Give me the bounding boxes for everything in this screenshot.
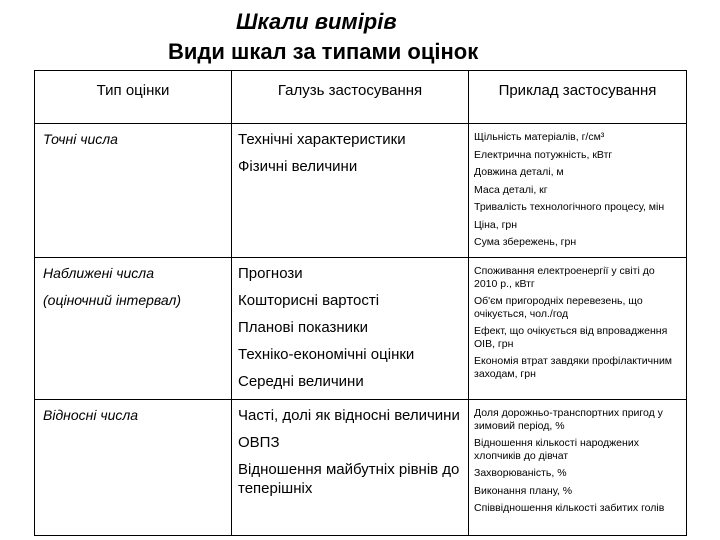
- table-row: [35, 258, 687, 400]
- example-text: Ціна, грн: [474, 218, 518, 231]
- area-text: Часті, долі як відносні величини: [238, 407, 460, 424]
- page-title: Шкали вимірів: [236, 9, 397, 34]
- header-type: Тип оцінки: [35, 71, 232, 124]
- header-area: Галузь застосування: [232, 71, 469, 124]
- cell-type: [35, 400, 232, 536]
- example-text: Тривалість технологічного процесу, мін: [474, 201, 665, 213]
- header-example: Приклад застосування: [469, 71, 687, 124]
- area-text: Відношення майбутніх рівнів до теперішніх: [238, 461, 460, 497]
- area-text: Фізичні величини: [238, 158, 358, 175]
- table-row: [35, 124, 687, 258]
- example-text: Відношення кількості народжених хлопчиків до дівчат: [474, 437, 639, 462]
- example-text: Ефект, що очікується від впровадження ОІВ, грн: [474, 325, 668, 350]
- cell-type: [35, 258, 232, 400]
- type-text: Наближені числа: [43, 265, 154, 281]
- example-text: Сума збережень, грн: [474, 236, 577, 248]
- area-text: ОВПЗ: [238, 434, 280, 451]
- table-row: [35, 400, 687, 536]
- example-text: Довжина деталі, м: [474, 166, 564, 178]
- example-text: Захворюваність, %: [474, 467, 567, 479]
- table-header-row: [35, 71, 687, 124]
- cell-area: [232, 124, 469, 258]
- example-text: Щільність матеріалів, г/см³: [474, 131, 605, 143]
- cell-example: [469, 124, 687, 258]
- area-text: Середні величини: [238, 373, 364, 390]
- area-text: Прогнози: [238, 265, 303, 282]
- example-text: Доля дорожньо-транспортних пригод у зимовий період, %: [474, 407, 663, 432]
- cell-area: [232, 258, 469, 400]
- area-text: Техніко-економічні оцінки: [238, 346, 415, 363]
- cell-example: [469, 400, 687, 536]
- cell-example: [469, 258, 687, 400]
- area-text: Кошторисні вартості: [238, 292, 380, 309]
- example-text: Маса деталі, кг: [474, 183, 548, 196]
- type-text: Відносні числа: [43, 407, 139, 423]
- type-text: (оціночний інтервал): [43, 292, 182, 308]
- example-text: Виконання плану, %: [474, 484, 573, 497]
- area-text: Планові показники: [238, 319, 368, 336]
- example-text: Електрична потужність, кВтг: [474, 148, 613, 161]
- cell-type: [35, 124, 232, 258]
- example-text: Співвідношення кількості забитих голів: [474, 502, 665, 514]
- example-text: Споживання електроенергії у світі до 2010 р., кВтг: [474, 265, 655, 290]
- cell-area: [232, 400, 469, 536]
- area-text: Технічні характеристики: [238, 131, 406, 148]
- example-text: Економія втрат завдяки профілактичним заходам, грн: [474, 355, 673, 380]
- scales-table: [34, 70, 687, 536]
- page-subtitle: Види шкал за типами оцінок: [168, 39, 479, 64]
- type-text: Точні числа: [43, 131, 118, 147]
- example-text: Об'єм пригородніх перевезень, що очікується, чол./год: [474, 295, 643, 320]
